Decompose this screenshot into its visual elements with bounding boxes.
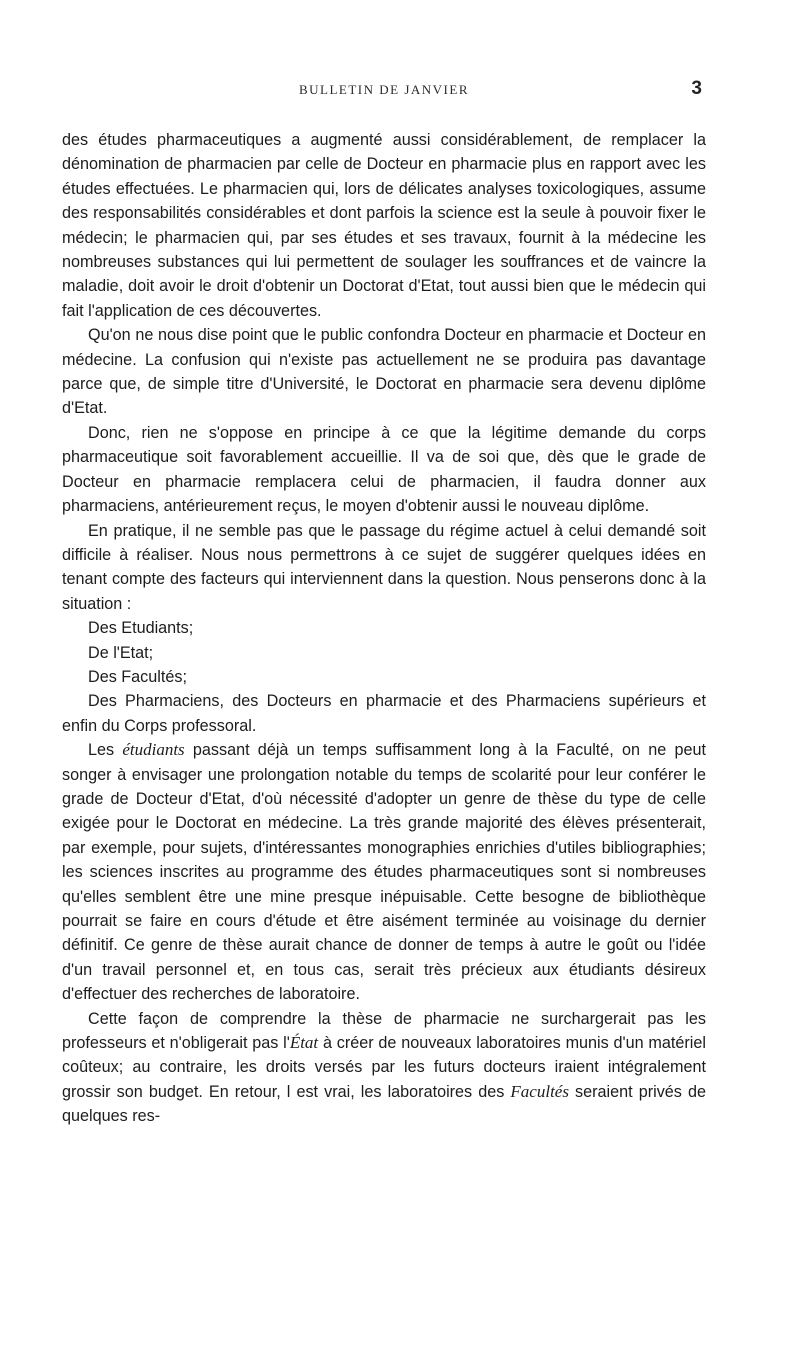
page-number: 3 <box>691 78 702 99</box>
paragraph-7-end: seraient privés de quelques res- <box>62 1082 706 1126</box>
paragraph-7 <box>62 1007 706 1129</box>
paragraph-6 <box>62 738 706 1006</box>
running-title: BULLETIN DE JANVIER <box>298 82 470 97</box>
paragraph-4: En pratique, il ne semble pas que le passage du régime actuel à celui demandé soit difficile à réaliser. Nous nous permettrons à ce sujet de suggérer quelques idées en tenant compte des facteurs qui interviennent dans la question. Nous penserons donc à la situation : <box>62 521 706 613</box>
list-item-facultes: Des Facultés; <box>88 667 187 686</box>
body-text <box>62 128 706 1129</box>
list-item-etat: De l'Etat; <box>88 643 154 662</box>
page-header <box>62 78 706 102</box>
paragraph-7-start: Cette façon de comprendre la thèse de pharmacie ne surchargerait pas les professeurs et n'obligerait pas l' <box>62 1009 706 1053</box>
paragraph-2: Qu'on ne nous dise point que le public confondra Docteur en pharmacie et Docteur en médecine. La confusion qui n'existe pas actuellement ne se produira pas davantage parce que, de simple titre d'Université, le Doctorat en pharmacie sera devenu diplôme d'Etat. <box>62 326 706 418</box>
paragraph-7-emphasis-facultes: Facultés <box>510 1081 569 1101</box>
list-item-etudiants: Des Etudiants; <box>88 619 194 638</box>
paragraph-1: des études pharmaceutiques a augmenté aussi considérablement, de remplacer la dénomination de pharmacien par celle de Docteur en pharmacie plus en rapport avec les études effectuées. Le pharmacien qui, lors de délicates analyses toxicologiques, assume des responsabilités considérables et dont parfois la science est la seule à pouvoir fixer le médecin; le pharmacien qui, par ses études et ses travaux, fournit à la médecine les nombreuses substances qui lui permettent de soulager les souffrances et de vaincre la maladie, doit avoir le droit d'obtenir un Doctorat d'Etat, tout aussi bien que le médecin qui fait l'application de ces découvertes. <box>62 131 706 320</box>
paragraph-5: Des Pharmaciens, des Docteurs en pharmacie et des Pharmaciens supérieurs et enfin du Corps professoral. <box>62 692 706 735</box>
paragraph-6-start: Les <box>88 741 123 760</box>
paragraph-7-middle: à créer de nouveaux laboratoires munis d'un matériel coûteux; au contraire, les droits versés par les futurs docteurs iraient intégralement grossir son budget. En retour, l est vrai, les laboratoires des <box>62 1034 706 1101</box>
paragraph-6-rest: passant déjà un temps suffisamment long à la Faculté, on ne peut songer à envisager une prolongation notable du temps de scolarité pour leur conférer le grade de Docteur d'Etat, d'où nécessité d'adopter un genre de thèse du type de celle exigée pour le Doctorat en médecine. La très grande majorité des élèves présenterait, par exemple, pour sujets, d'intéressantes monographies enrichies d'utiles bibliographies; les sciences inscrites au programme des études pharmaceutiques sont si nombreuses qu'elles semblent être une mine presque inépuisable. Cette besogne de bibliothèque pourrait se faire en cours d'étude et être aisément terminée au voisinage du dernier définitif. Ce genre de thèse aurait chance de donner de temps à autre le goût ou l'idée d'un travail personnel et, en tous cas, serait très précieux aux étudiants désireux d'effectuer des recherches de laboratoire. <box>62 741 706 1004</box>
paragraph-7-emphasis-etat: État <box>289 1033 319 1053</box>
paragraph-3: Donc, rien ne s'oppose en principe à ce que la légitime demande du corps pharmaceutique soit favorablement accueillie. Il va de soi que, dès que le grade de Docteur en pharmacie remplacera celui de pharmacien, il faudra donner aux pharmaciens, antérieurement reçus, le moyen d'obtenir aussi le nouveau diplôme. <box>62 423 706 516</box>
paragraph-6-emphasis: étudiants <box>122 740 185 760</box>
